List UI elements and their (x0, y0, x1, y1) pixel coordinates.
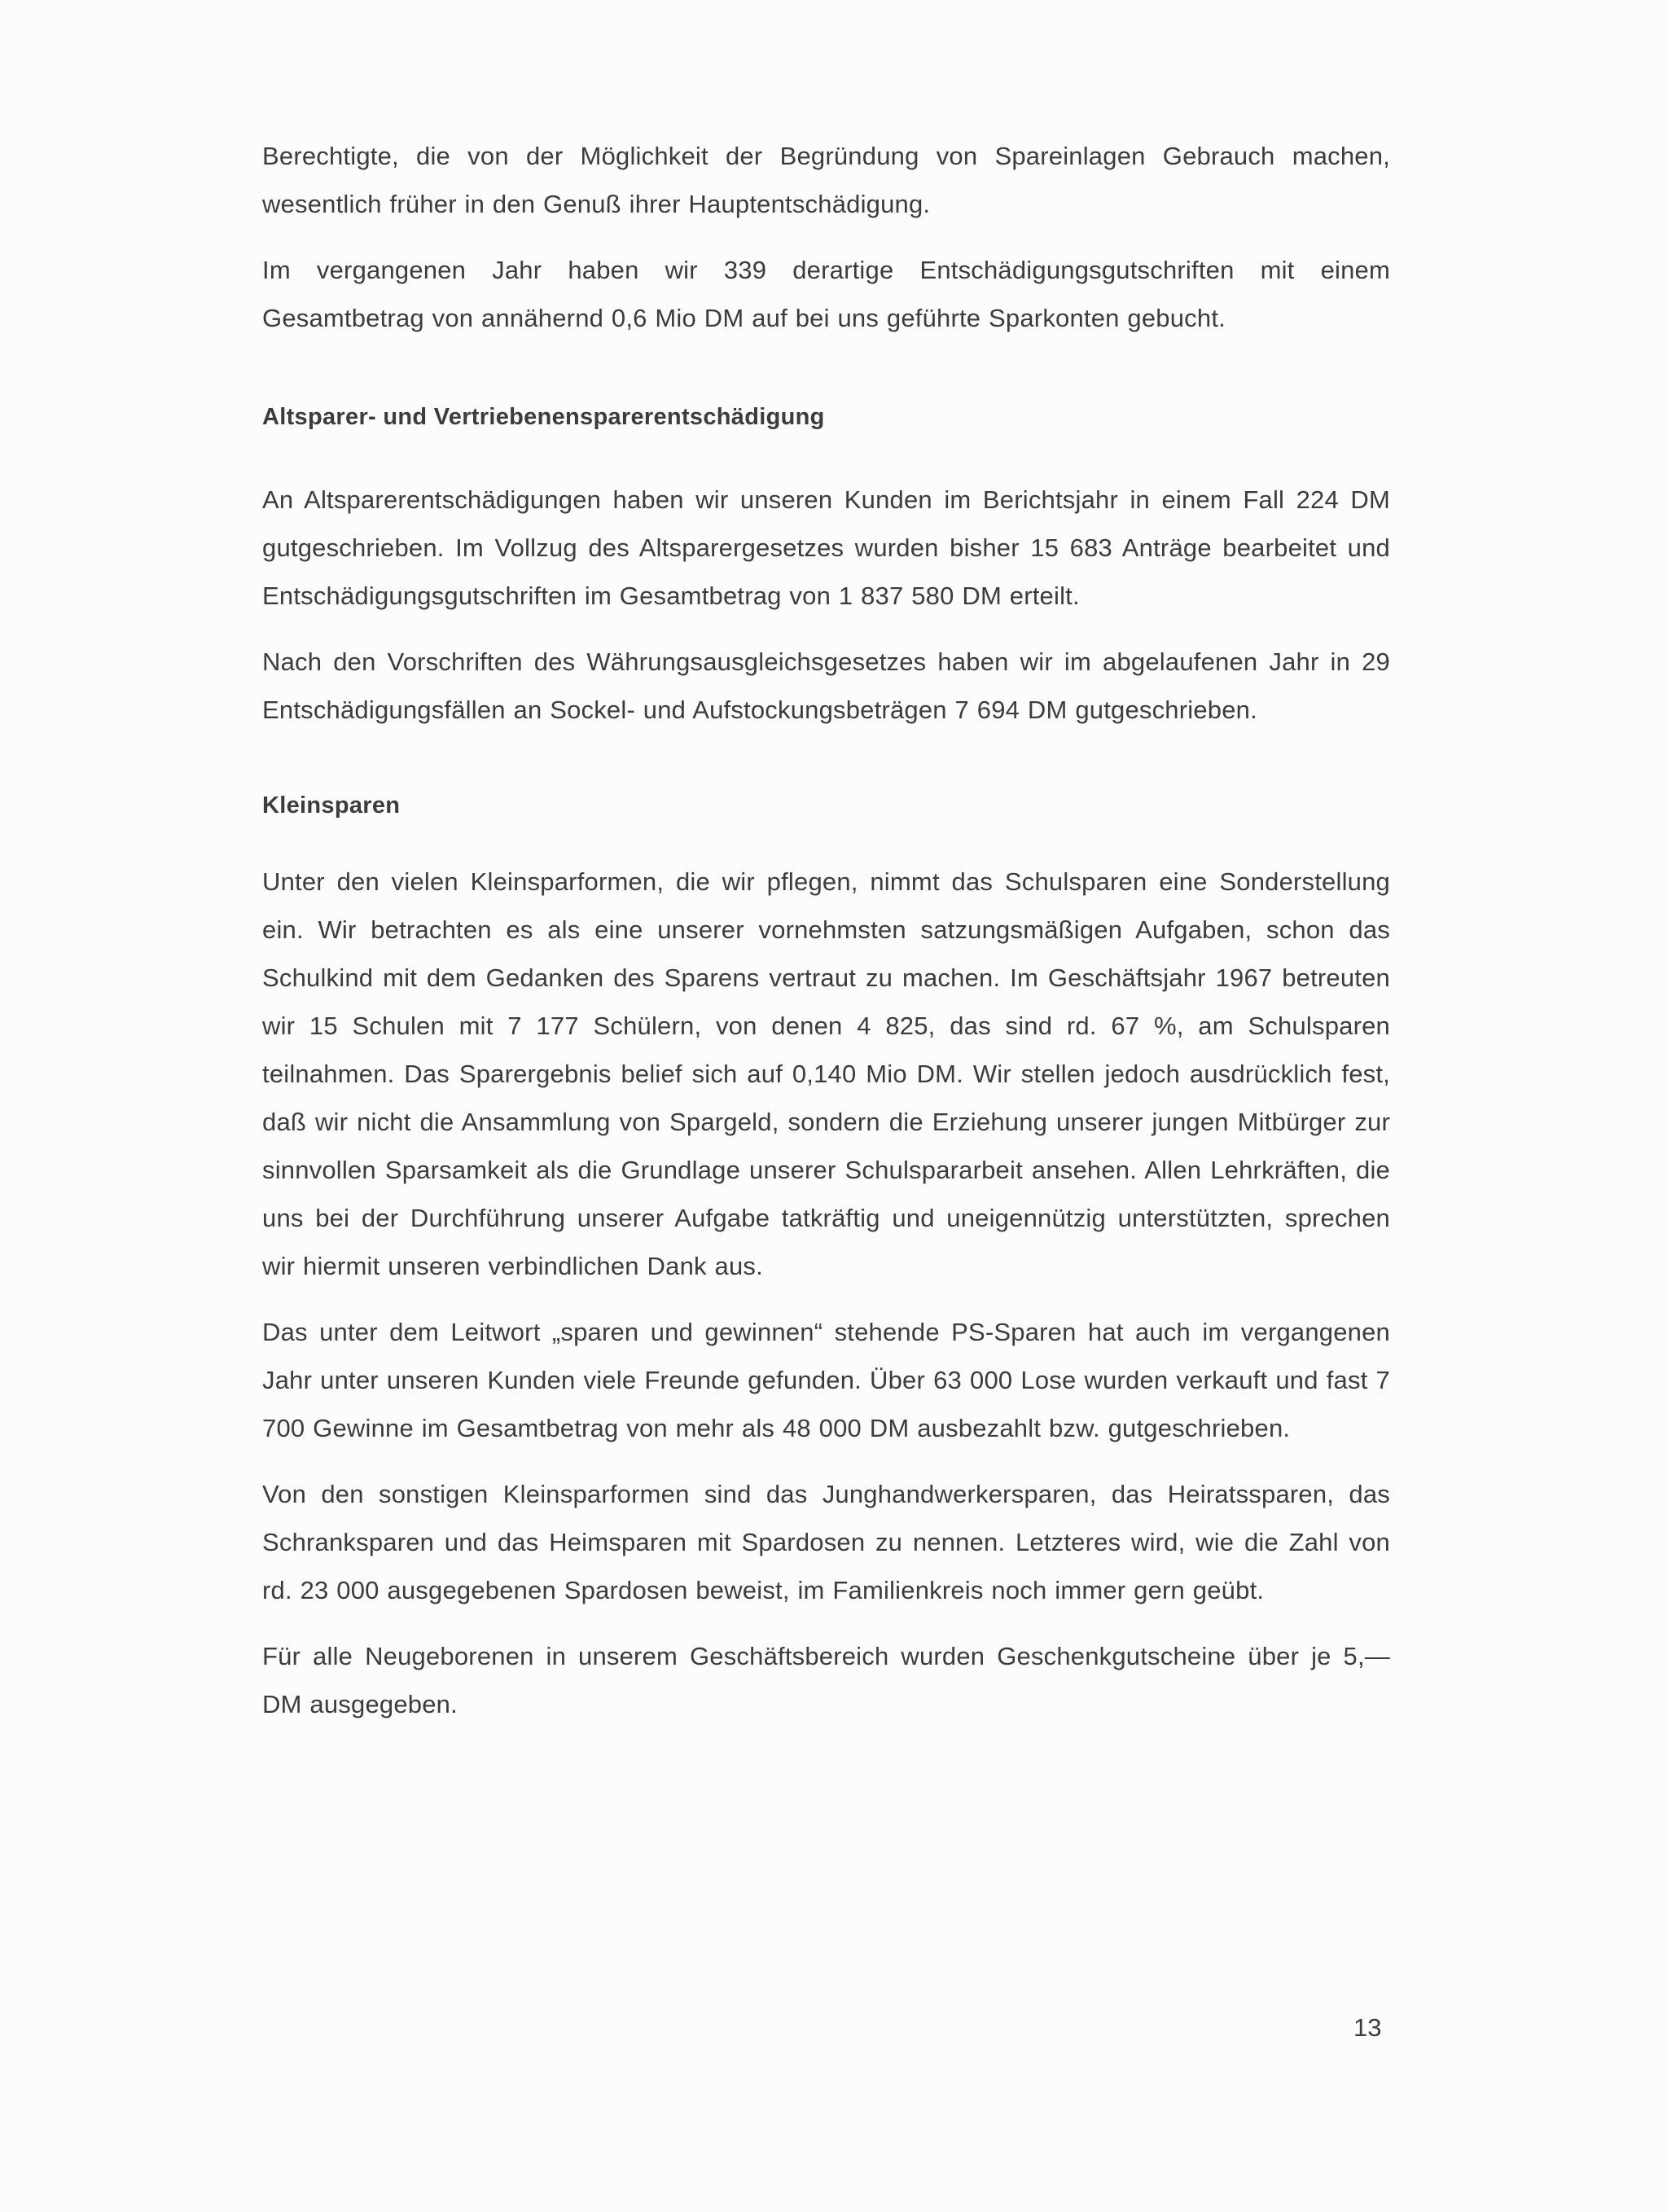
section-heading-altsparer: Altsparer- und Vertriebenensparerentschädigung (262, 404, 825, 430)
paragraph-kleinsparen-2: Das unter dem Leitwort „sparen und gewinnen“ stehende PS-Sparen hat auch im vergangenen Jahr unter unseren Kunden viele Freunde gefunden. Über 63 000 Lose wurden verkauft und fast 7 700 Gewinne im Gesamtbetrag von mehr als 48 000 DM ausbezahlt bzw. gutgeschrieben. (262, 1318, 1390, 1442)
paragraph-intro-1: Berechtigte, die von der Möglichkeit der Begründung von Spareinlagen Gebrauch machen, wesentlich früher in den Genuß ihrer Hauptentschädigung. (262, 142, 1390, 218)
paragraph-intro-2: Im vergangenen Jahr haben wir 339 derartige Entschädigungsgutschriften mit einem Gesamtbetrag von annähernd 0,6 Mio DM auf bei uns geführte Sparkonten gebucht. (262, 256, 1390, 332)
paragraph-altsparer-2: Nach den Vorschriften des Währungsausgleichsgesetzes haben wir im abgelaufenen Jahr in 29 Entschädigungsfällen an Sockel- und Aufstockungsbeträgen 7 694 DM gutgeschrieben. (262, 647, 1390, 724)
page-number: 13 (1353, 2013, 1382, 2042)
section-heading-kleinsparen: Kleinsparen (262, 792, 401, 819)
paragraph-kleinsparen-4: Für alle Neugeborenen in unserem Geschäftsbereich wurden Geschenkgutscheine über je 5,— DM ausgegeben. (262, 1642, 1390, 1718)
document-page (262, 132, 1390, 1746)
paragraph-kleinsparen-3: Von den sonstigen Kleinsparformen sind das Junghandwerkersparen, das Heiratssparen, das Schranksparen und das Heimsparen mit Spardosen zu nennen. Letzteres wird, wie die Zahl von rd. 23 000 ausgegebenen Spardosen beweist, im Familienkreis noch immer gern geübt. (262, 1480, 1390, 1604)
paragraph-kleinsparen-1: Unter den vielen Kleinsparformen, die wir pflegen, nimmt das Schulsparen eine Sonderstellung ein. Wir betrachten es als eine unserer vornehmsten satzungsmäßigen Aufgaben, schon das Schulkind mit dem Gedanken des Sparens vertraut zu machen. Im Geschäftsjahr 1967 betreuten wir 15 Schulen mit 7 177 Schülern, von denen 4 825, das sind rd. 67 %, am Schulsparen teilnahmen. Das Sparergebnis belief sich auf 0,140 Mio DM. Wir stellen jedoch ausdrücklich fest, daß wir nicht die Ansammlung von Spargeld, sondern die Erziehung unserer jungen Mitbürger zur sinnvollen Sparsamkeit als die Grundlage unserer Schulspararbeit ansehen. Allen Lehrkräften, die uns bei der Durchführung unserer Aufgabe tatkräftig und uneigennützig unterstützten, sprechen wir hiermit unseren verbindlichen Dank aus. (262, 867, 1390, 1280)
paragraph-altsparer-1: An Altsparerentschädigungen haben wir unseren Kunden im Berichtsjahr in einem Fall 224 DM gutgeschrieben. Im Vollzug des Altsparergesetzes wurden bisher 15 683 Anträge bearbeitet und Entschädigungsgutschriften im Gesamtbetrag von 1 837 580 DM erteilt. (262, 485, 1390, 610)
